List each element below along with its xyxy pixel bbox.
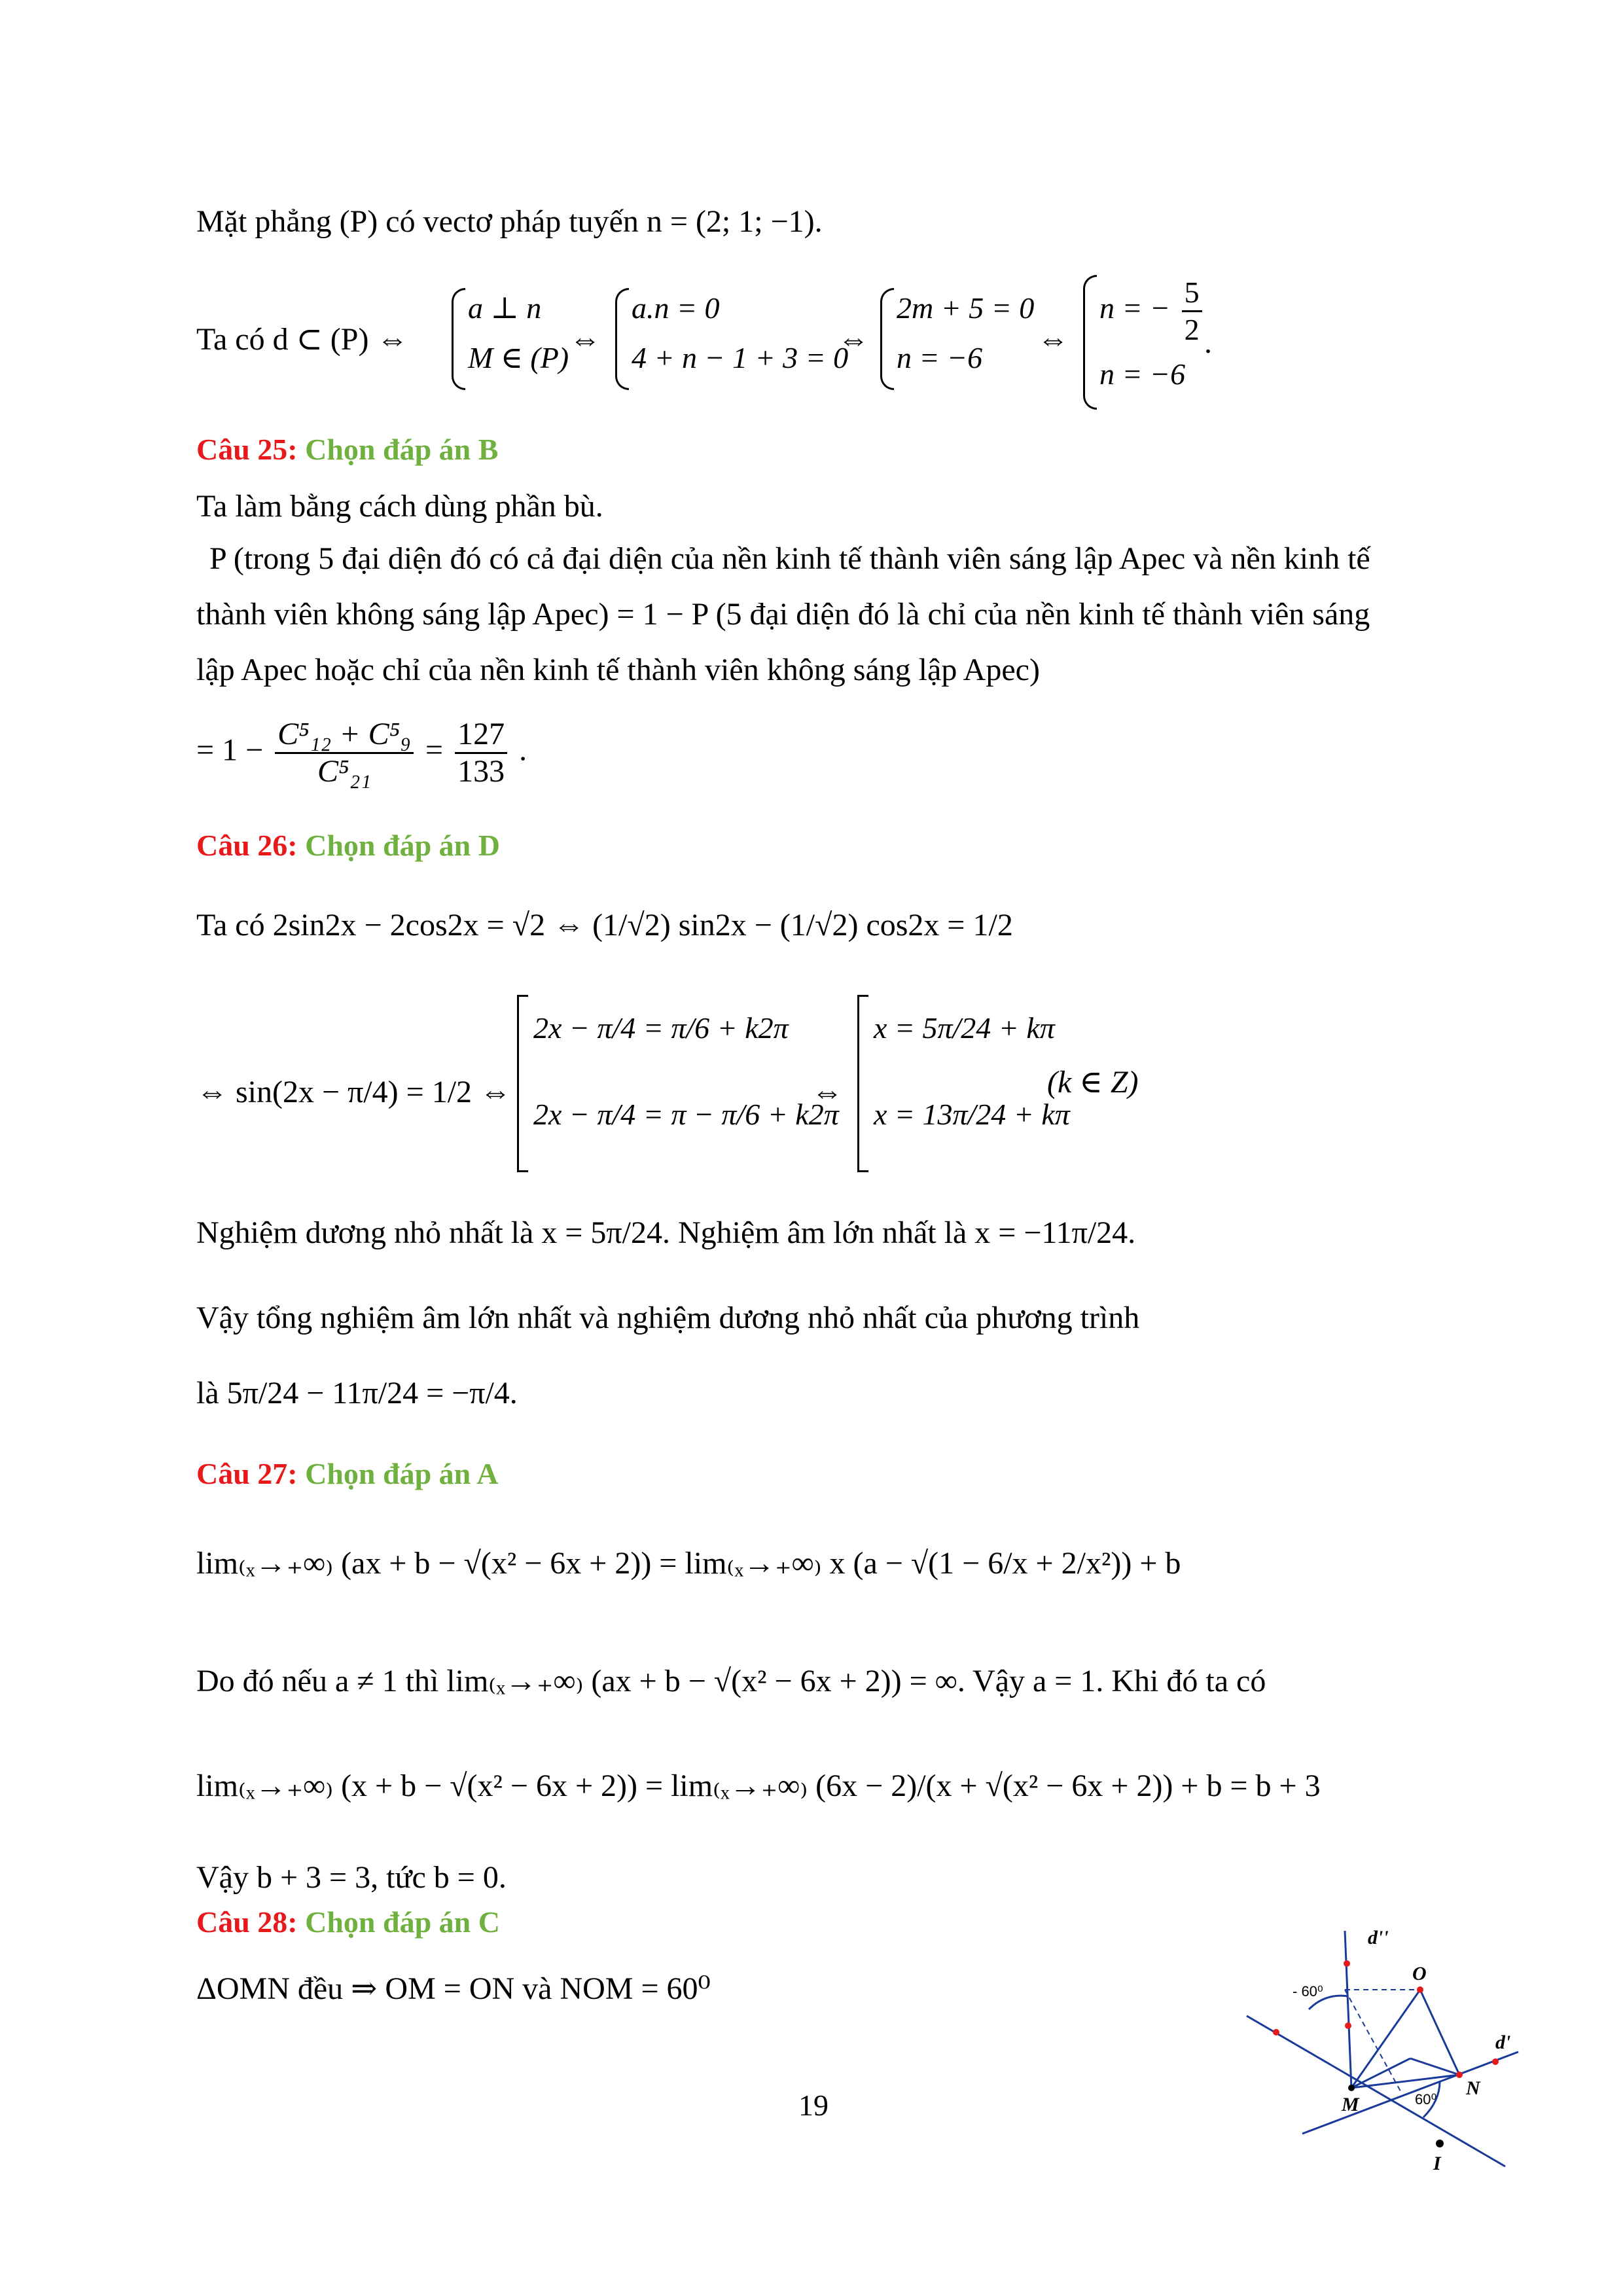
equiv-3: ⇔ — [1037, 322, 1069, 357]
q25-prefix: = 1 − — [196, 732, 264, 768]
q25-heading — [196, 432, 498, 467]
subset-condition-prefix: Ta có d ⊂ (P) ⇔ — [196, 322, 408, 357]
system-1 — [468, 288, 569, 378]
q25-eq: = — [425, 732, 444, 768]
q25-end: . — [519, 732, 527, 768]
page-number: 19 — [798, 2089, 829, 2122]
equiv-2: ⇔ — [838, 322, 869, 357]
label-N: N — [1466, 2077, 1480, 2099]
system-4-frac-num: 5 — [1182, 275, 1202, 312]
triangle-figure — [1243, 1924, 1531, 2173]
q28-heading — [196, 1905, 500, 1939]
case-1b: 2x − π/4 = π − π/6 + k2π — [533, 1098, 839, 1131]
point-N-dot — [1456, 2072, 1463, 2078]
q27-heading — [196, 1456, 498, 1491]
q25-line-3: thành viên không sáng lập Apec) = 1 − P (5 đại diện đó là chỉ của nền kinh tế thành viên sáng — [196, 597, 1370, 632]
system-2-row-1: a.n = 0 — [632, 291, 720, 325]
q26-heading — [196, 828, 500, 863]
system-3 — [897, 288, 1034, 378]
system-4 — [1099, 275, 1206, 395]
label-angle-2: 60⁰ — [1415, 2091, 1437, 2108]
q25-result-den: 133 — [457, 754, 505, 789]
q26-line-3: Nghiệm dương nhỏ nhất là x = 5π/24. Nghiệm âm lớn nhất là x = −11π/24. — [196, 1215, 1136, 1250]
point-2 — [1345, 2022, 1351, 2029]
q26-line-5: là 5π/24 − 11π/24 = −π/4. — [196, 1376, 518, 1410]
brace-1 — [452, 288, 465, 390]
k-in-z: (k ∈ Z) — [1047, 1065, 1139, 1100]
case-1a: 2x − π/4 = π/6 + k2π — [533, 1011, 789, 1045]
q26-line-1: Ta có 2sin2x − 2cos2x = √2 ⇔ (1/√2) sin2x − (1/√2) cos2x = 1/2 — [196, 908, 1013, 942]
point-1 — [1273, 2029, 1279, 2036]
case-2a: x = 5π/24 + kπ — [874, 1011, 1055, 1045]
q25-frac-num: C⁵₁₂ + C⁵₉ — [275, 717, 414, 754]
bracket-2 — [857, 995, 868, 1172]
case-set-2 — [874, 1008, 1070, 1135]
q27-line-4: Vậy b + 3 = 3, tức b = 0. — [196, 1860, 507, 1895]
system-4-dot: . — [1204, 325, 1212, 360]
q26-line-4: Vậy tổng nghiệm âm lớn nhất và nghiệm dương nhỏ nhất của phương trình — [196, 1300, 1140, 1335]
system-3-row-2: n = −6 — [897, 341, 983, 374]
label-I: I — [1433, 2153, 1441, 2173]
normal-vector-line: Mặt phẳng (P) có vectơ pháp tuyến n = (2; 1; −1). — [196, 204, 823, 239]
brace-2 — [615, 288, 629, 390]
equiv-1: ⇔ — [569, 322, 601, 357]
q26-answer: Chọn đáp án D — [305, 829, 500, 862]
system-1-row-1: a ⊥ n — [468, 291, 542, 325]
system-4-row-2: n = −6 — [1099, 357, 1186, 391]
label-d2: d'' — [1368, 1927, 1389, 1948]
q26-line-2-prefix: ⇔ sin(2x − π/4) = 1/2 ⇔ — [196, 1075, 512, 1109]
q27-answer: Chọn đáp án A — [305, 1457, 499, 1490]
q25-result-num: 127 — [455, 717, 507, 754]
q25-answer: Chọn đáp án B — [305, 433, 499, 466]
triangle-OMN — [1351, 1990, 1459, 2088]
line-d2 — [1345, 1931, 1351, 2088]
case-2b: x = 13π/24 + kπ — [874, 1098, 1070, 1131]
brace-3 — [880, 288, 894, 390]
q25-line-1: Ta làm bằng cách dùng phần bù. — [196, 489, 603, 524]
point-3 — [1344, 1960, 1350, 1967]
q25-frac-den: C⁵₂₁ — [317, 754, 372, 789]
point-M — [1348, 2085, 1355, 2091]
label-O: O — [1412, 1963, 1427, 1984]
system-1-row-2: M ∈ (P) — [468, 341, 569, 374]
q26-label: Câu 26: — [196, 829, 298, 862]
system-4-row-1-lhs: n = − — [1099, 291, 1171, 325]
dashed-2 — [1345, 1990, 1400, 2091]
q28-answer: Chọn đáp án C — [305, 1905, 500, 1939]
q28-line-1: ΔOMN đều ⇒ OM = ON và NOM = 60⁰ — [196, 1971, 711, 2006]
point-I — [1436, 2140, 1444, 2147]
q27-line-3: lim₍ₓ→₊∞₎ (x + b − √(x² − 6x + 2)) = lim₍ₓ→₊∞₎ (6x − 2)/(x + √(x² − 6x + 2)) + b = b + 3 — [196, 1768, 1321, 1803]
q25-label: Câu 25: — [196, 433, 298, 466]
label-angle-1: - 60⁰ — [1293, 1983, 1323, 2000]
equiv-4: ⇔ — [812, 1075, 843, 1109]
system-2 — [632, 288, 848, 378]
point-4 — [1492, 2058, 1499, 2065]
label-M: M — [1342, 2094, 1359, 2115]
q27-label: Câu 27: — [196, 1457, 298, 1490]
system-4-frac-den: 2 — [1184, 313, 1200, 346]
q28-label: Câu 28: — [196, 1905, 298, 1939]
q25-line-2: P (trong 5 đại diện đó có cả đại diện của nền kinh tế thành viên sáng lập Apec và nền kinh tế — [209, 541, 1370, 576]
q27-line-1: lim₍ₓ→₊∞₎ (ax + b − √(x² − 6x + 2)) = lim₍ₓ→₊∞₎ x (a − √(1 − 6/x + 2/x²)) + b — [196, 1546, 1181, 1581]
line-d1 — [1302, 2052, 1518, 2134]
case-set-1 — [533, 1008, 839, 1135]
brace-4 — [1083, 275, 1097, 410]
q25-line-5 — [196, 717, 527, 789]
label-d1: d' — [1495, 2032, 1511, 2053]
q27-line-2: Do đó nếu a ≠ 1 thì lim₍ₓ→₊∞₎ (ax + b − √(x² − 6x + 2)) = ∞. Vậy a = 1. Khi đó ta có — [196, 1664, 1266, 1698]
point-O — [1417, 1986, 1423, 1993]
q25-line-4: lập Apec hoặc chỉ của nền kinh tế thành viên không sáng lập Apec) — [196, 653, 1040, 687]
system-2-row-2: 4 + n − 1 + 3 = 0 — [632, 341, 849, 374]
system-3-row-1: 2m + 5 = 0 — [897, 291, 1035, 325]
bracket-1 — [517, 995, 528, 1172]
